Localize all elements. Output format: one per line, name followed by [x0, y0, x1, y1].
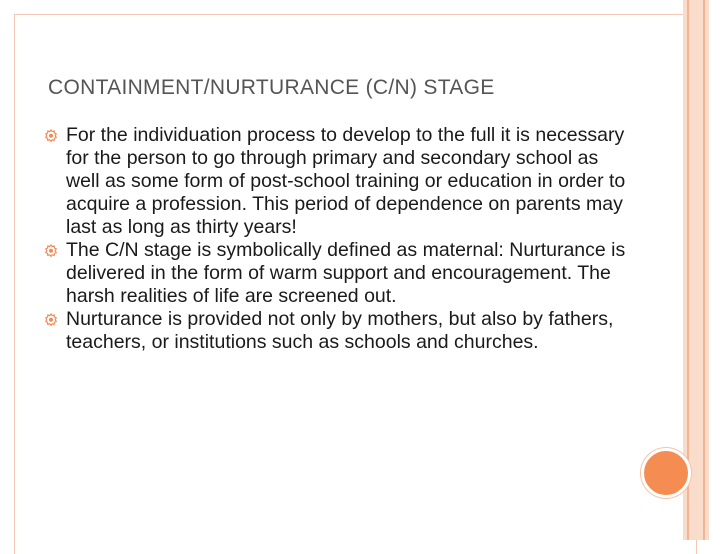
bullet-text: For the individuation process to develop to the full it is necessary for the person to go through primary and secondary school as well as some form of post-school training or education in order to acquire a profession. This period of dependence on parents may last as long as thirty years!	[66, 124, 626, 238]
bullet-item	[44, 239, 634, 308]
bullet-text: The C/N stage is symbolically defined as maternal: Nurturance is delivered in the form of warm support and encouragement. The harsh realities of life are screened out.	[66, 239, 626, 307]
band-stripe	[703, 0, 705, 540]
gear-icon	[44, 129, 58, 143]
bullet-item	[44, 124, 634, 239]
bullet-text: Nurturance is provided not only by mothers, but also by fathers, teachers, or institutions such as schools and churches.	[66, 308, 614, 353]
decorative-circle	[641, 448, 691, 498]
bullet-list	[44, 124, 634, 354]
slide-title: CONTAINMENT/NURTURANCE (C/N) STAGE	[48, 76, 495, 99]
bullet-item	[44, 308, 634, 354]
gear-icon	[44, 244, 58, 258]
gear-icon	[44, 313, 58, 327]
